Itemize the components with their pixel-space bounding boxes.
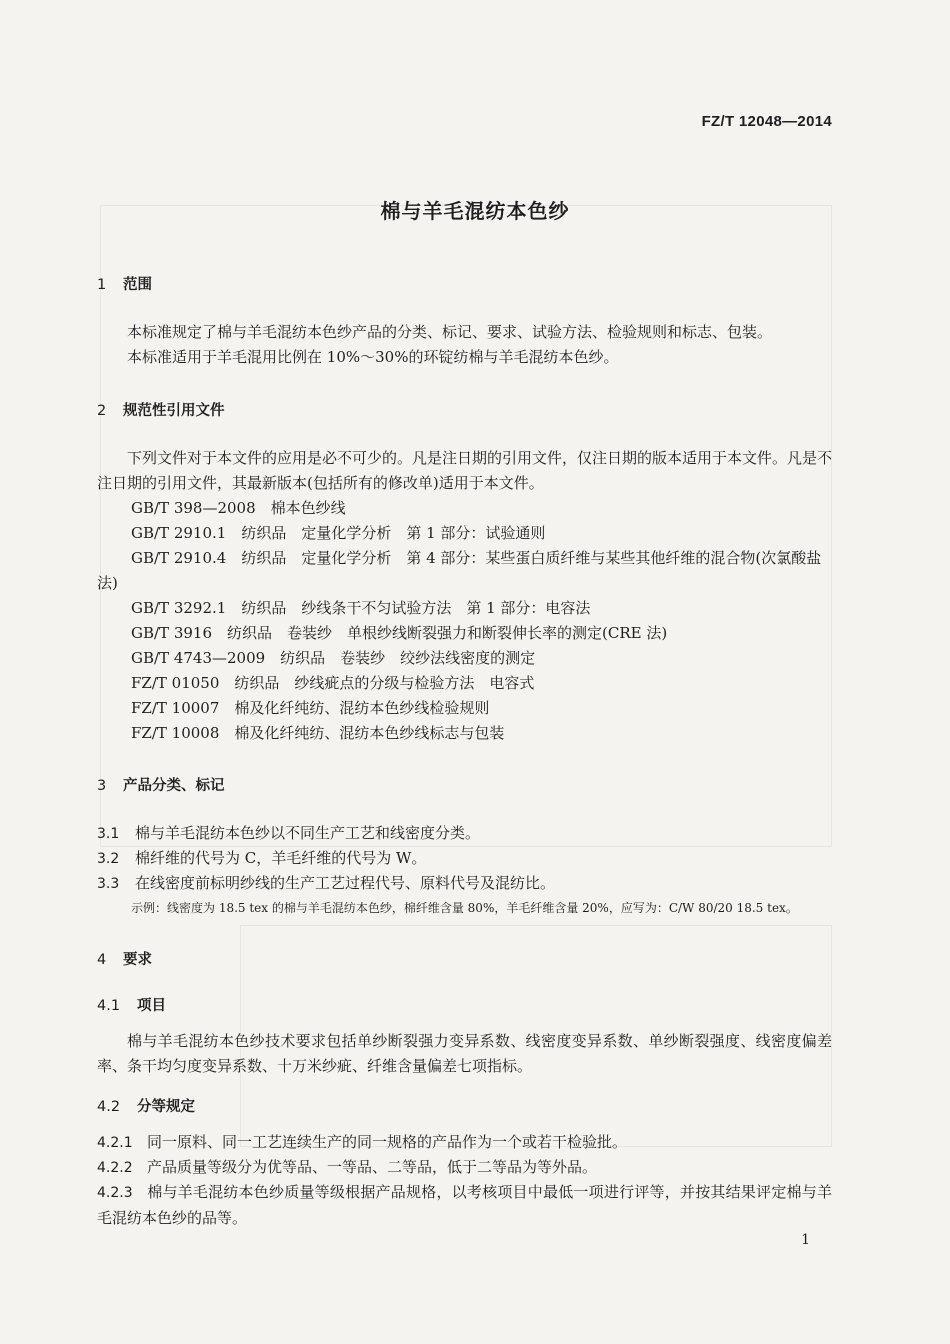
standard-code: FZ/T 12048—2014: [701, 113, 832, 130]
subsection-4-1-heading: [97, 994, 166, 1015]
page-number: 1: [801, 1232, 810, 1248]
subsection-title: 分等规定: [137, 1099, 195, 1115]
paragraph: 下列文件对于本文件的应用是必不可少的。凡是注日期的引用文件，仅注日期的版本适用于本文件。凡是不注日期的引用文件，其最新版本(包括所有的修改单)适用于本文件。: [97, 449, 833, 492]
clause-text: 棉纤维的代号为 C，羊毛纤维的代号为 W。: [135, 849, 427, 867]
reference-item: GB/T 2910.4 纺织品 定量化学分析 第 4 部分：某些蛋白质纤维与某些其他纤维的混合物(次氯酸盐法): [97, 549, 822, 592]
clause-number: 3.2: [97, 851, 120, 867]
clause-3-2: [97, 846, 832, 872]
subsection-number: 4.2: [97, 1099, 121, 1115]
section-3-heading: [97, 774, 225, 795]
section-number: 1: [97, 277, 107, 293]
clause-number: 3.1: [97, 826, 120, 842]
clause-number: 4.2.2: [97, 1160, 133, 1176]
section-title: 范围: [123, 277, 152, 293]
clause-4-2-3: [97, 1180, 832, 1231]
clause-4-2-1: [97, 1130, 832, 1156]
section-number: 4: [97, 952, 107, 968]
clause-text: 在线密度前标明纱线的生产工艺过程代号、原料代号及混纺比。: [135, 874, 556, 892]
reference-item: GB/T 398—2008 棉本色纱线: [131, 499, 346, 517]
section-2-heading: [97, 399, 225, 420]
paragraph: 棉与羊毛混纺本色纱技术要求包括单纱断裂强力变异系数、线密度变异系数、单纱断裂强度、线密度偏差率、条干均匀度变异系数、十万米纱疵、纤维含量偏差七项指标。: [97, 1032, 832, 1075]
section-1-heading: [97, 273, 152, 294]
clause-number: 4.2.1: [97, 1135, 133, 1151]
subsection-number: 4.1: [97, 998, 121, 1014]
clause-3-1: [97, 821, 832, 847]
section-number: 2: [97, 403, 107, 419]
clause-4-2-2: [97, 1155, 832, 1181]
clause-text: 棉与羊毛混纺本色纱质量等级根据产品规格，以考核项目中最低一项进行评等，并按其结果评定棉与羊毛混纺本色纱的品等。: [97, 1183, 832, 1227]
section-title: 要求: [123, 952, 152, 968]
document-title: 棉与羊毛混纺本色纱: [380, 199, 570, 223]
reference-item: FZ/T 10007 棉及化纤纯纺、混纺本色纱线检验规则: [131, 699, 490, 717]
reference-item: FZ/T 10008 棉及化纤纯纺、混纺本色纱线标志与包装: [131, 724, 505, 742]
section-number: 3: [97, 778, 107, 794]
section-title: 产品分类、标记: [123, 778, 225, 794]
reference-item: FZ/T 01050 纺织品 纱线疵点的分级与检验方法 电容式: [131, 674, 535, 692]
reference-item: GB/T 3916 纺织品 卷装纱 单根纱线断裂强力和断裂伸长率的测定(CRE 法): [131, 624, 668, 642]
subsection-title: 项目: [137, 998, 166, 1014]
clause-number: 4.2.3: [97, 1185, 133, 1201]
section-title: 规范性引用文件: [123, 403, 225, 419]
clause-3-3: [97, 871, 832, 897]
reference-item: GB/T 3292.1 纺织品 纱线条干不匀试验方法 第 1 部分：电容法: [131, 599, 591, 617]
paragraph: 本标准适用于羊毛混用比例在 10%～30%的环锭纺棉与羊毛混纺本色纱。: [127, 348, 619, 366]
reference-item: GB/T 2910.1 纺织品 定量化学分析 第 1 部分：试验通则: [131, 524, 546, 542]
reference-item: GB/T 4743—2009 纺织品 卷装纱 绞纱法线密度的测定: [131, 649, 536, 667]
section-4-heading: [97, 948, 152, 969]
clause-text: 棉与羊毛混纺本色纱以不同生产工艺和线密度分类。: [135, 824, 481, 842]
clause-text: 同一原料、同一工艺连续生产的同一规格的产品作为一个或若干检验批。: [147, 1133, 628, 1151]
example-note: 示例：线密度为 18.5 tex 的棉与羊毛混纺本色纱，棉纤维含量 80%，羊毛纤维含量 20%，应写为：C/W 80/20 18.5 tex。: [131, 901, 798, 915]
clause-text: 产品质量等级分为优等品、一等品、二等品，低于二等品为等外品。: [147, 1158, 598, 1176]
subsection-4-2-heading: [97, 1095, 195, 1116]
clause-number: 3.3: [97, 876, 120, 892]
paragraph: 本标准规定了棉与羊毛混纺本色纱产品的分类、标记、要求、试验方法、检验规则和标志、包装。: [127, 323, 773, 341]
